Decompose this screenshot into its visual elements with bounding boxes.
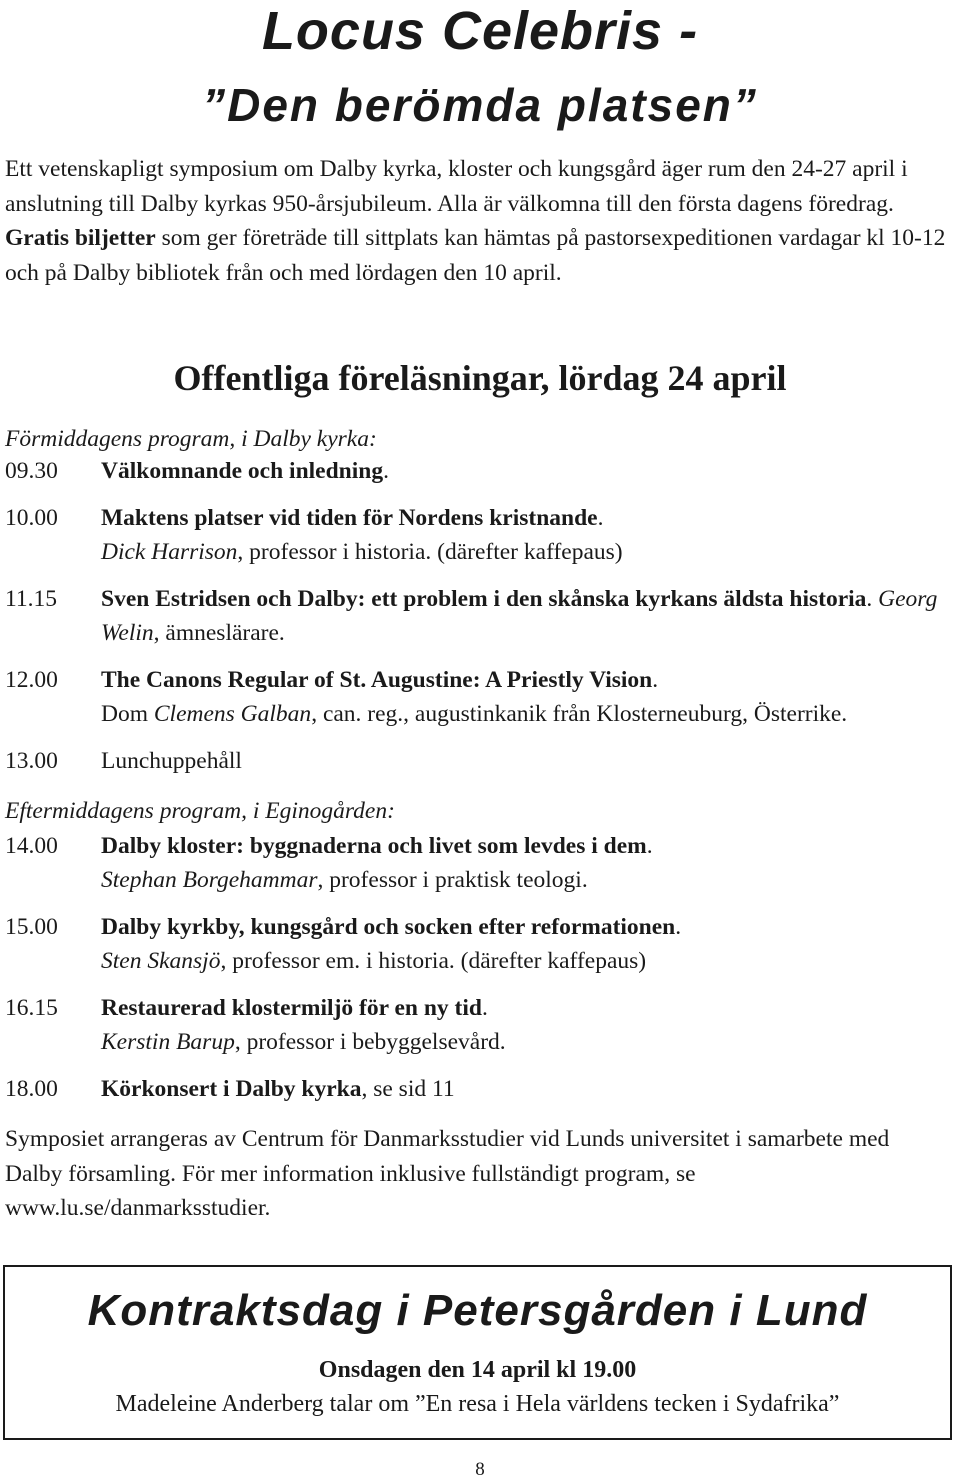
program-entry <box>5 910 960 978</box>
entry-speaker-role: , professor i historia. (därefter kaffepaus) <box>237 539 623 565</box>
program-entry <box>5 582 960 650</box>
afternoon-program <box>5 829 960 1119</box>
intro-paragraph <box>5 152 960 290</box>
entry-after-title: . <box>866 586 879 612</box>
entry-after-title: . <box>481 995 488 1021</box>
entry-body <box>101 501 960 569</box>
box-title: Kontraktsdag i Petersgården i Lund <box>87 1286 868 1335</box>
event-box <box>3 1265 952 1440</box>
entry-title: Dalby kloster: byggnaderna och livet som levdes i dem <box>101 833 647 859</box>
entry-title: The Canons Regular of St. Augustine: A Priestly Vision <box>101 667 653 693</box>
entry-title: Sven Estridsen och Dalby: ett problem i den skånska kyrkans äldsta historia <box>101 586 867 612</box>
program-entry <box>5 663 960 731</box>
entry-time: 18.00 <box>5 1076 58 1102</box>
entry-time: 11.15 <box>5 586 58 612</box>
entry-speaker-role: , professor em. i historia. (därefter kaffepaus) <box>220 948 647 974</box>
entry-speaker: Kerstin Barup <box>101 1029 235 1055</box>
entry-body <box>101 454 960 488</box>
program-entry <box>5 829 960 897</box>
entry-speaker-role: , can. reg., augustinkanik från Klosterneuburg, Österrike. <box>311 701 848 727</box>
entry-speaker-role: , professor i bebyggelsevård. <box>234 1029 506 1055</box>
entry-speaker-prefix: Dom <box>101 701 154 727</box>
morning-program <box>5 454 960 791</box>
entry-time: 12.00 <box>5 667 58 693</box>
entry-plain: Lunchuppehåll <box>101 748 242 774</box>
entry-after-title: . <box>646 833 653 859</box>
entry-body <box>101 829 960 897</box>
organizer-paragraph: Symposiet arrangeras av Centrum för Danmarksstudier vid Lunds universitet i samarbete med Dalby församling. För mer information inklusive fullständigt program, se www.lu.se/danmarksstudier. <box>5 1126 890 1221</box>
page-subtitle: ”Den berömda platsen” <box>202 79 758 131</box>
entry-speaker: Stephan Borgehammar <box>101 867 318 893</box>
entry-speaker: Georg Welin <box>101 586 938 646</box>
entry-title: Restaurerad klostermiljö för en ny tid <box>101 995 482 1021</box>
entry-body <box>101 582 960 650</box>
entry-body <box>101 991 960 1059</box>
program-entry <box>5 501 960 569</box>
intro-text-1: Ett vetenskapligt symposium om Dalby kyrka, kloster och kungsgård äger rum den 24-27 april i anslutning till Dalby kyrkas 950-årsjubileum. Alla är välkomna till den första dagens föredrag. <box>5 156 908 217</box>
entry-speaker: Sten Skansjö <box>101 948 221 974</box>
intro-bold: Gratis biljetter <box>5 225 156 251</box>
entry-body <box>101 910 960 978</box>
program-entry <box>5 1072 960 1106</box>
entry-title: Körkonsert i Dalby kyrka <box>101 1076 362 1102</box>
entry-body <box>101 663 960 731</box>
box-date: Onsdagen den 14 april kl 19.00 <box>318 1357 637 1383</box>
entry-after-title: , se sid 11 <box>361 1076 455 1102</box>
entry-time: 16.15 <box>5 995 58 1021</box>
entry-after-title: . <box>675 914 682 940</box>
box-talk: Madeleine Anderberg talar om ”En resa i Hela världens tecken i Sydafrika” <box>115 1391 840 1417</box>
page-number: 8 <box>475 1459 485 1480</box>
entry-title: Dalby kyrkby, kungsgård och socken efter reformationen <box>101 914 676 940</box>
entry-title: Maktens platser vid tiden för Nordens kristnande <box>101 505 598 531</box>
entry-time: 15.00 <box>5 914 58 940</box>
intro-text-2: som ger företräde till sittplats kan hämtas på pastorsexpeditionen vardagar kl 10-12 och på Dalby bibliotek från och med lördagen den 10 april. <box>5 225 946 286</box>
morning-label: Förmiddagens program, i Dalby kyrka: <box>5 426 377 452</box>
page-title: Locus Celebris - <box>261 1 699 61</box>
entry-speaker: Dick Harrison <box>101 539 238 565</box>
program-entry <box>5 454 960 488</box>
entry-time: 09.30 <box>5 458 58 484</box>
entry-after-title: . <box>652 667 659 693</box>
entry-title: Välkomnande och inledning <box>101 458 384 484</box>
entry-speaker-role: , ämneslärare. <box>153 620 285 646</box>
program-entry <box>5 744 960 778</box>
entry-time: 13.00 <box>5 748 58 774</box>
section-heading: Offentliga föreläsningar, lördag 24 april <box>173 358 787 398</box>
entry-speaker: Clemens Galban <box>153 701 312 727</box>
entry-time: 10.00 <box>5 505 58 531</box>
entry-body <box>101 1072 960 1106</box>
entry-after-title: . <box>383 458 389 484</box>
entry-after-title: . <box>597 505 604 531</box>
afternoon-label: Eftermiddagens program, i Eginogården: <box>5 798 395 824</box>
entry-speaker-role: , professor i praktisk teologi. <box>317 867 588 893</box>
entry-time: 14.00 <box>5 833 58 859</box>
program-entry <box>5 991 960 1059</box>
